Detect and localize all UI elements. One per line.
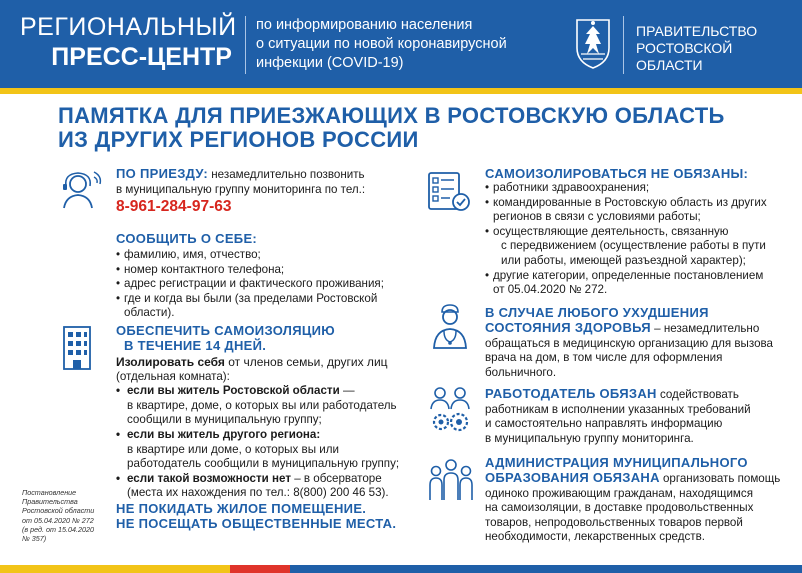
health-heading-line1: В СЛУЧАЕ ЛЮБОГО УХУДШЕНИЯ: [485, 305, 709, 320]
employer-text-line: в муниципальную группу мониторинга.: [485, 431, 694, 445]
employer-text-line: и самостоятельно направлять информацию: [485, 417, 723, 431]
list-item-continuation: области).: [124, 306, 175, 320]
list-item-continuation: или работы, имеющей разъездной характер);: [501, 253, 746, 267]
list-item-continuation: в квартире или доме, о которых вы или: [127, 442, 339, 456]
employer-gears-icon: [428, 385, 474, 433]
list-item-continuation: от 05.04.2020 № 272.: [493, 283, 608, 297]
employer-heading: РАБОТОДАТЕЛЬ ОБЯЗАН: [485, 386, 657, 401]
list-item-bold: если вы житель Ростовской области: [127, 384, 340, 398]
list-item-bold: если такой возможности нет: [127, 471, 291, 485]
checklist-icon: [426, 170, 472, 214]
admin-section: [485, 455, 790, 545]
isolation-lead-bold: Изолировать себя: [116, 355, 225, 369]
health-heading-line2: СОСТОЯНИЯ ЗДОРОВЬЯ: [485, 320, 651, 335]
list-item-continuation: регионов в связи с условиями работы;: [493, 210, 701, 224]
warning-section: [116, 501, 416, 531]
footnote-line: Постановление: [22, 488, 77, 497]
isolation-lead-text: от членов семьи, других лиц: [224, 355, 388, 369]
people-group-icon: [426, 458, 476, 502]
footnote-line: от 05.04.2020 № 272: [22, 515, 94, 525]
government-line2: РОСТОВСКОЙ: [636, 40, 733, 56]
health-text: – незамедлительно: [650, 322, 760, 335]
page-title: [58, 104, 758, 152]
isolation-heading-line1: ОБЕСПЕЧИТЬ САМОИЗОЛЯЦИЮ: [116, 323, 336, 338]
government-crest-icon: [573, 14, 613, 70]
page-header: [0, 0, 802, 88]
admin-heading-line1: АДМИНИСТРАЦИЯ МУНИЦИПАЛЬНОГО: [485, 455, 748, 470]
subtitle-line1: по информированию населения: [256, 17, 473, 33]
footnote-line: Правительства: [22, 497, 78, 507]
employer-text: содействовать: [656, 388, 739, 401]
admin-text-line: товаров, непродовольственных товаров первой: [485, 515, 743, 529]
warning-line1: НЕ ПОКИДАТЬ ЖИЛОЕ ПОМЕЩЕНИЕ.: [116, 501, 367, 516]
employer-text-line: работникам в исполнении указанных требований: [485, 402, 751, 416]
press-center-subtitle: [256, 16, 546, 73]
legal-footnote: [22, 488, 104, 543]
arrival-heading: ПО ПРИЕЗДУ:: [116, 166, 209, 181]
title-line1: ПАМЯТКА ДЛЯ ПРИЕЗЖАЮЩИХ В РОСТОВСКУЮ ОБЛАСТЬ: [58, 103, 725, 128]
isolation-lead-line2: (отдельная комната):: [116, 369, 230, 383]
list-item: [116, 428, 416, 443]
press-center-title: [20, 12, 237, 72]
list-item: [116, 384, 416, 399]
about-heading: СООБЩИТЬ О СЕБЕ:: [116, 231, 258, 246]
health-text-line: врача на дом, в том числе для оформления: [485, 351, 723, 365]
list-item: • командированные в Ростовскую область из других: [485, 196, 785, 211]
press-center-line2: ПРЕСС-ЦЕНТР: [51, 43, 232, 71]
government-line3: ОБЛАСТИ: [636, 57, 703, 73]
list-item: • работники здравоохранения;: [485, 181, 785, 196]
arrival-text: незамедлительно позвонить: [208, 168, 365, 181]
list-item: • фамилию, имя, отчество;: [116, 248, 406, 263]
admin-text-line: необходимости, лекарственных средств.: [485, 530, 705, 544]
list-item: [116, 472, 416, 487]
arrival-section: [116, 166, 406, 217]
footnote-line: Ростовской области: [22, 506, 95, 516]
isolation-section: [116, 323, 416, 501]
health-section: [485, 305, 785, 380]
phone-call-icon: [58, 168, 104, 210]
admin-text-line: одиноко проживающим гражданам, находящимся: [485, 486, 753, 500]
employer-section: [485, 386, 785, 446]
exempt-heading: САМОИЗОЛИРОВАТЬСЯ НЕ ОБЯЗАНЫ:: [485, 166, 749, 181]
government-name: [636, 23, 786, 74]
list-item-text: – в обсерваторе: [291, 471, 382, 485]
warning-line2: НЕ ПОСЕЩАТЬ ОБЩЕСТВЕННЫЕ МЕСТА.: [116, 516, 397, 531]
list-item-bold: если вы житель другого региона:: [127, 427, 321, 441]
list-item: • где и когда вы были (за пределами Ростовской: [116, 292, 406, 307]
hotline-phone[interactable]: 8-961-284-97-63: [116, 198, 232, 216]
title-line2: ИЗ ДРУГИХ РЕГИОНОВ РОССИИ: [58, 127, 419, 152]
subtitle-line2: о ситуации по новой коронавирусной: [256, 36, 507, 52]
office-building-icon: [58, 323, 98, 371]
footnote-line: № 357): [22, 534, 47, 544]
government-line1: ПРАВИТЕЛЬСТВО: [636, 23, 758, 39]
admin-text: организовать помощь: [659, 472, 781, 485]
list-item: • номер контактного телефона;: [116, 263, 406, 278]
list-item-continuation: с передвижением (осуществление работы в пути: [501, 239, 766, 253]
bottom-stripe: [0, 565, 802, 573]
header-stripe-yellow: [0, 88, 802, 94]
about-section: [116, 231, 406, 321]
list-item-continuation: сообщили в муниципальную группу;: [127, 413, 322, 427]
list-item: • осуществляющие деятельность, связанную: [485, 225, 785, 240]
list-item-continuation: в квартире, доме, о которых вы или работодатель: [127, 398, 397, 412]
admin-text-line: на самоизоляции, в доставке продовольственных: [485, 501, 754, 515]
header-divider: [623, 16, 624, 74]
list-item: • другие категории, определенные постановлением: [485, 269, 785, 284]
health-text-line: обращаться в медицинскую организацию для вызова: [485, 336, 774, 350]
exempt-section: [485, 166, 785, 298]
header-divider: [245, 16, 246, 74]
isolation-heading-line2: В ТЕЧЕНИЕ 14 ДНЕЙ.: [124, 338, 267, 353]
arrival-text-line2: в муниципальную группу мониторинга по тел.:: [116, 182, 366, 196]
health-text-line: больничного.: [485, 365, 557, 379]
list-item: • адрес регистрации и фактического проживания;: [116, 277, 406, 292]
admin-heading-line2: ОБРАЗОВАНИЯ ОБЯЗАНА: [485, 470, 660, 485]
list-item-continuation: (места их нахождения по тел.: 8(800) 200 46 53).: [127, 486, 389, 500]
list-item-continuation: работодатель сообщили в муниципальную группу;: [127, 457, 400, 471]
subtitle-line3: инфекции (COVID-19): [256, 55, 404, 71]
list-item-text: —: [339, 384, 355, 398]
press-center-line1: РЕГИОНАЛЬНЫЙ: [20, 13, 237, 41]
doctor-icon: [430, 302, 470, 350]
footnote-line: (в ред. от 15.04.2020: [22, 524, 94, 534]
